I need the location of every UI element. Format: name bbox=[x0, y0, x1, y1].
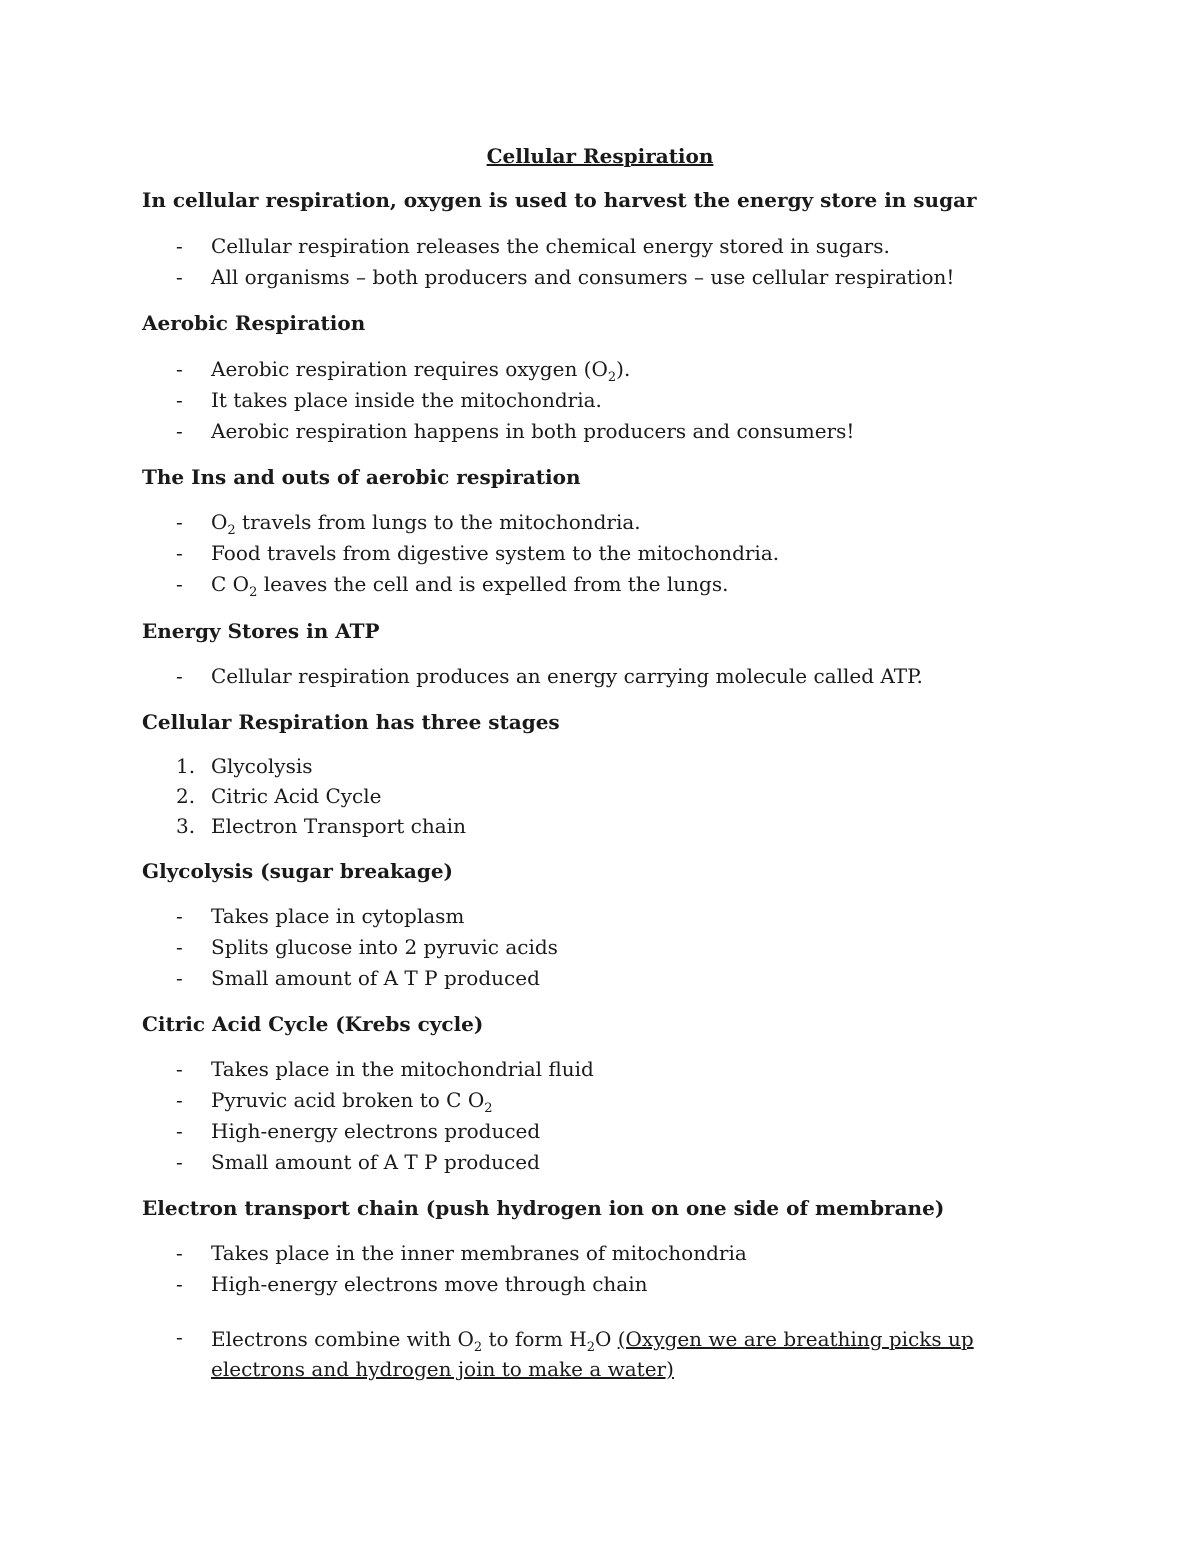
section-heading: Cellular Respiration has three stages bbox=[142, 710, 560, 734]
bullet-marker: - bbox=[176, 234, 183, 258]
list-item-text: Electron Transport chain bbox=[211, 814, 466, 838]
list-item-text: Pyruvic acid broken to C $O_2$ bbox=[211, 1088, 493, 1116]
list-item-text: Cellular respiration releases the chemical energy stored in sugars. bbox=[211, 234, 890, 258]
list-item-text: Aerobic respiration happens in both producers and consumers! bbox=[211, 419, 855, 443]
page-title: Cellular Respiration bbox=[486, 144, 714, 168]
section-heading: Energy Stores in ATP bbox=[142, 619, 380, 643]
section-heading: The Ins and outs of aerobic respiration bbox=[142, 465, 581, 489]
list-item-text: Food travels from digestive system to the mitochondria. bbox=[211, 541, 780, 565]
list-item-text: C $O_2$ leaves the cell and is expelled from the lungs. bbox=[211, 572, 729, 600]
list-item-text: Citric Acid Cycle bbox=[211, 784, 382, 808]
bullet-marker: - bbox=[176, 572, 183, 596]
list-item-text: Electrons combine with $O_2$ to form $H_2O$ (Oxygen we are breathing picks up electrons and hydrogen join to make a water) bbox=[211, 1327, 974, 1381]
list-item-text: Aerobic respiration requires oxygen $(O_2)$. bbox=[211, 357, 631, 385]
bullet-marker: - bbox=[176, 1325, 183, 1349]
list-item-text: High-energy electrons move through chain bbox=[211, 1272, 648, 1296]
section-heading: In cellular respiration, oxygen is used to harvest the energy store in sugar bbox=[142, 188, 977, 212]
bullet-marker: - bbox=[176, 1150, 183, 1174]
section-heading: Citric Acid Cycle (Krebs cycle) bbox=[142, 1012, 484, 1036]
bullet-marker: - bbox=[176, 357, 183, 381]
bullet-marker: - bbox=[176, 1057, 183, 1081]
list-item-text: Splits glucose into 2 pyruvic acids bbox=[211, 935, 558, 959]
list-item-text: All organisms – both producers and consumers – use cellular respiration! bbox=[211, 265, 955, 289]
bullet-marker: - bbox=[176, 1272, 183, 1296]
underlined-note: (Oxygen we are breathing picks up electrons and hydrogen join to make a water) bbox=[211, 1327, 974, 1381]
bullet-marker: - bbox=[176, 1119, 183, 1143]
bullet-marker: - bbox=[176, 935, 183, 959]
section-heading: Aerobic Respiration bbox=[142, 311, 366, 335]
bullet-marker: - bbox=[176, 510, 183, 534]
bullet-marker: - bbox=[176, 265, 183, 289]
bullet-marker: - bbox=[176, 1241, 183, 1265]
list-item-text: Cellular respiration produces an energy carrying molecule called ATP. bbox=[211, 664, 923, 688]
list-item-text: Takes place in cytoplasm bbox=[211, 904, 465, 928]
section-heading: Electron transport chain (push hydrogen ion on one side of membrane) bbox=[142, 1196, 945, 1220]
list-item-text: Small amount of A T P produced bbox=[211, 966, 540, 990]
list-item-text: High-energy electrons produced bbox=[211, 1119, 541, 1143]
list-item-text: It takes place inside the mitochondria. bbox=[211, 388, 602, 412]
section-heading: Glycolysis (sugar breakage) bbox=[142, 859, 454, 883]
bullet-marker: - bbox=[176, 419, 183, 443]
bullet-marker: - bbox=[176, 1088, 183, 1112]
number-marker: 3. bbox=[176, 814, 196, 838]
bullet-marker: - bbox=[176, 904, 183, 928]
bullet-marker: - bbox=[176, 966, 183, 990]
list-item-text: Small amount of A T P produced bbox=[211, 1150, 540, 1174]
number-marker: 1. bbox=[176, 754, 196, 778]
list-item-text: Takes place in the mitochondrial fluid bbox=[211, 1057, 594, 1081]
bullet-marker: - bbox=[176, 388, 183, 412]
list-item-text: Glycolysis bbox=[211, 754, 313, 778]
list-item-text: Takes place in the inner membranes of mitochondria bbox=[211, 1241, 747, 1265]
number-marker: 2. bbox=[176, 784, 196, 808]
bullet-marker: - bbox=[176, 664, 183, 688]
bullet-marker: - bbox=[176, 541, 183, 565]
list-item-text: $O_2$ travels from lungs to the mitochondria. bbox=[211, 510, 641, 538]
